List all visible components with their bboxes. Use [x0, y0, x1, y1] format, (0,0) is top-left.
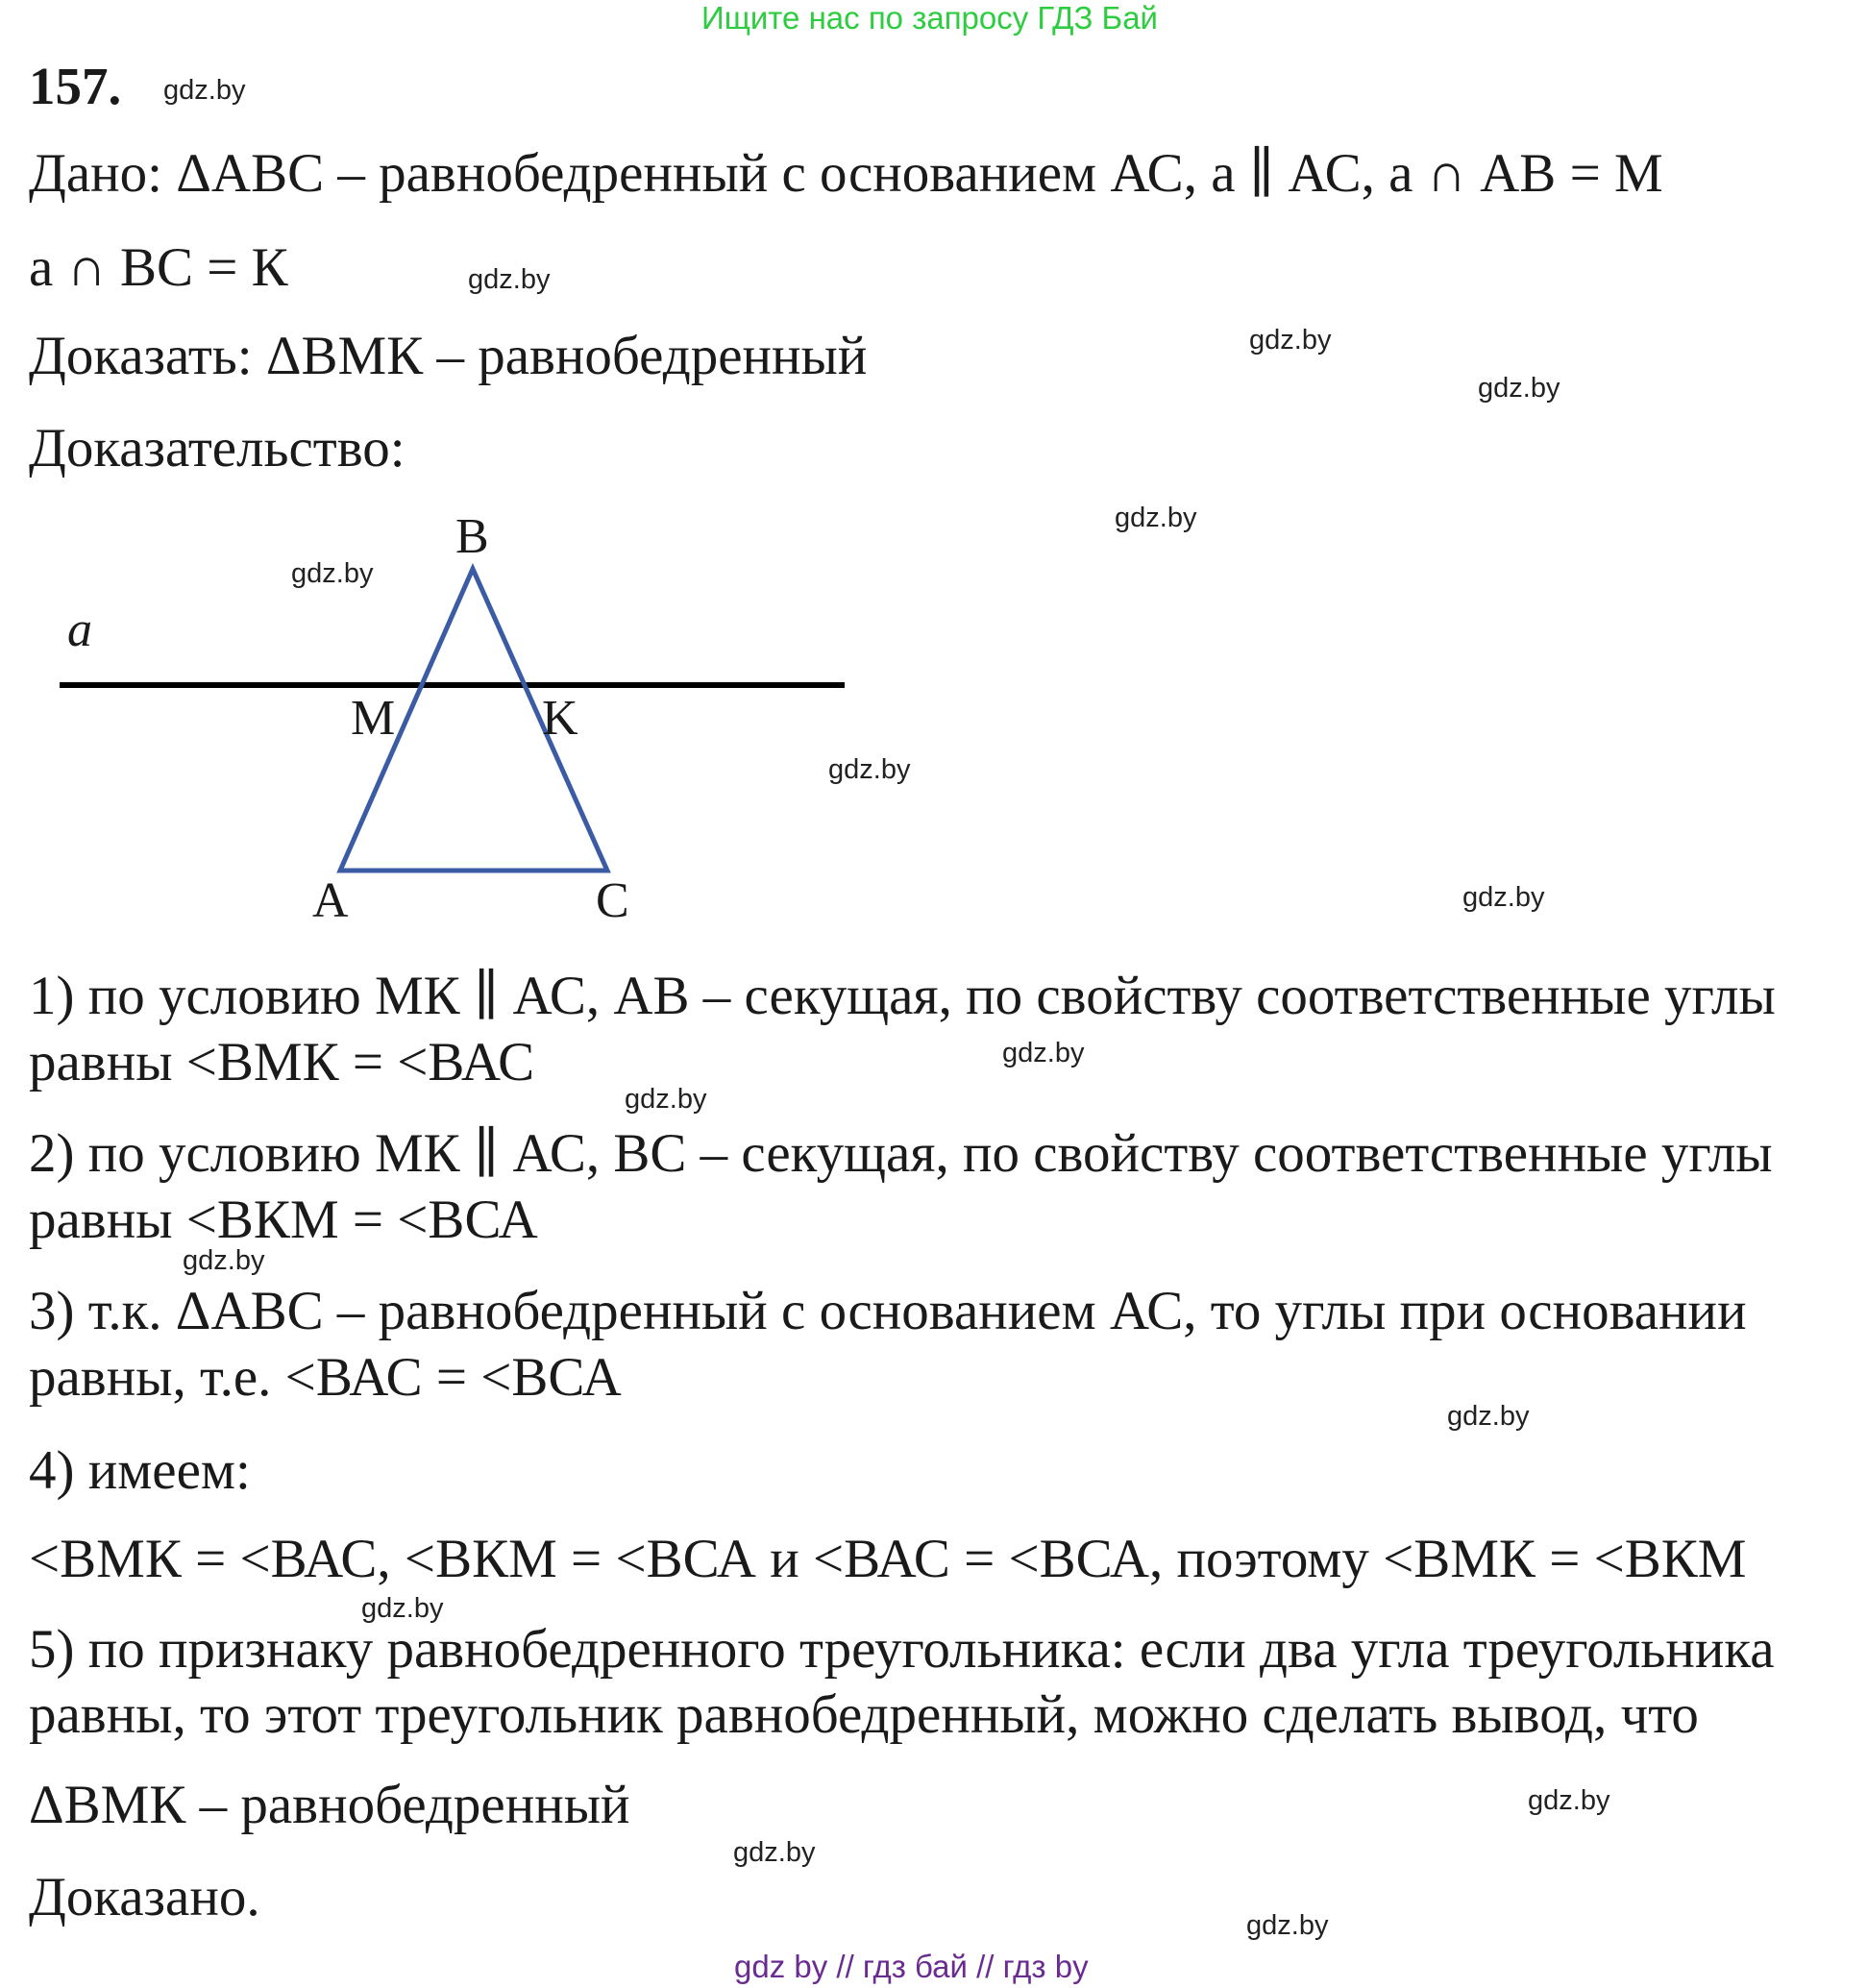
watermark: gdz.by [1478, 373, 1560, 404]
watermark: gdz.by [163, 75, 246, 106]
step-5-line-3: ΔВМК – равнобедренный [29, 1775, 630, 1835]
footer-links[interactable]: gdz by // гдз бай // гдз by [734, 1949, 1089, 1984]
step-3-line-1: 3) т.к. ΔАВС – равнобедренный с основанием АС, то углы при основании [29, 1281, 1747, 1341]
watermark: gdz.by [183, 1245, 265, 1276]
watermark: gdz.by [733, 1837, 816, 1868]
step-2-line-1: 2) по условию МК ∥ АС, ВС – секущая, по свойству соответственные углы [29, 1123, 1773, 1184]
step-1-line-1: 1) по условию МК ∥ АС, АВ – секущая, по свойству соответственные углы [29, 966, 1776, 1026]
given-line-2: a ∩ ВС = К [29, 237, 288, 298]
watermark: gdz.by [828, 754, 911, 785]
step-2-line-2: равны <ВКМ = <ВСА [29, 1190, 538, 1250]
watermark: gdz.by [1115, 503, 1197, 533]
step-3-line-2: равны, т.е. <ВАС = <ВСА [29, 1347, 622, 1408]
vertex-label-b: B [455, 509, 489, 564]
line-label-a: a [67, 602, 92, 657]
point-label-k: K [542, 691, 578, 746]
watermark: gdz.by [1447, 1401, 1530, 1432]
watermark: gdz.by [1249, 325, 1332, 356]
watermark: gdz.by [468, 264, 551, 295]
vertex-label-a: A [312, 873, 349, 928]
watermark: gdz.by [291, 558, 374, 589]
point-label-m: M [351, 691, 396, 746]
step-4-line-1: 4) имеем: [29, 1440, 251, 1501]
watermark: gdz.by [361, 1593, 444, 1624]
step-5-line-2: равны, то этот треугольник равнобедренный, можно сделать вывод, что [29, 1684, 1699, 1745]
watermark: gdz.by [1462, 882, 1545, 913]
to-prove: Доказать: ΔВМК – равнобедренный [29, 326, 868, 386]
watermark: gdz.by [1246, 1910, 1329, 1941]
geometry-diagram [0, 0, 1867, 961]
watermark: gdz.by [1528, 1785, 1610, 1816]
step-1-line-2: равны <ВМК = <ВАС [29, 1032, 535, 1092]
proof-title: Доказательство: [29, 418, 405, 479]
watermark: gdz.by [625, 1084, 707, 1115]
step-4-line-2: <ВМК = <ВАС, <ВКМ = <ВСА и <ВАС = <ВСА, поэтому <ВМК = <ВКМ [29, 1529, 1747, 1589]
step-5-line-1: 5) по признаку равнобедренного треугольника: если два угла треугольника [29, 1619, 1775, 1680]
diagram-canvas [0, 0, 1867, 961]
problem-number: 157. [29, 57, 122, 115]
given-line-1: Дано: ΔАВС – равнобедренный с основанием АС, a ∥ АС, a ∩ АВ = М [29, 143, 1663, 204]
search-banner[interactable]: Ищите нас по запросу ГДЗ Бай [701, 0, 1158, 36]
watermark: gdz.by [1002, 1038, 1085, 1068]
conclusion: Доказано. [29, 1867, 260, 1927]
vertex-label-c: C [596, 873, 629, 928]
